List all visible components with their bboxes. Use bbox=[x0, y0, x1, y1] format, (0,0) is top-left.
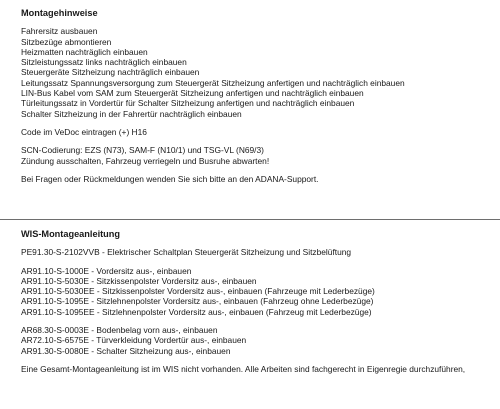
seat-procedure-list bbox=[21, 266, 494, 317]
step-item: Sitzleistungssatz links nachträglich einbauen bbox=[21, 57, 187, 68]
procedure-ref: AR91.10-S-5030E - Sitzkissenpolster Vordersitz aus-, einbauen bbox=[21, 275, 257, 286]
step-item: LIN-Bus Kabel vom SAM zum Steuergerät Sitzheizung anfertigen und nachträglich einbauen bbox=[21, 88, 364, 99]
wis-title: WIS-Montageanleitung bbox=[21, 229, 121, 239]
section-divider bbox=[0, 219, 500, 220]
montagehinweise-title: Montagehinweise bbox=[21, 8, 98, 18]
closing-note: Eine Gesamt-Montageanleitung ist im WIS nicht vorhanden. Alle Arbeiten sind fachgerecht in Eigenregie durchzuführen, bbox=[21, 363, 466, 374]
procedure-ref: AR68.30-S-0003E - Bodenbelag vorn aus-, einbauen bbox=[21, 325, 218, 336]
ignition-note: Zündung ausschalten, Fahrzeug verriegeln und Busruhe abwarten! bbox=[21, 155, 270, 166]
other-procedure-list bbox=[21, 325, 494, 356]
procedure-ref: AR91.10-S-1000E - Vordersitz aus-, einbauen bbox=[21, 265, 192, 276]
scn-coding-line: SCN-Codierung: EZS (N73), SAM-F (N10/1) und TSG-VL (N69/3) bbox=[21, 145, 264, 156]
procedure-ref: AR91.10-S-5030EE - Sitzkissenpolster Vordersitz aus-, einbauen (Fahrzeuge mit Lederbezüge) bbox=[21, 286, 375, 297]
step-item: Steuergeräte Sitzheizung nachträglich einbauen bbox=[21, 67, 200, 78]
wiring-diagram-ref: PE91.30-S-2102VVB - Elektrischer Schaltplan Steuergerät Sitzheizung und Sitzbelüftung bbox=[21, 247, 352, 258]
procedure-ref: AR91.10-S-1095EE - Sitzlehnenpolster Vordersitz aus-, einbauen (Fahrzeug mit Lederbezüge) bbox=[21, 306, 372, 317]
step-item: Türleitungssatz in Vordertür für Schalter Sitzheizung anfertigen und nachträglich einbauen bbox=[21, 98, 355, 109]
step-item: Schalter Sitzheizung in der Fahrertür nachträglich einbauen bbox=[21, 108, 242, 119]
wis-section bbox=[21, 229, 494, 374]
step-item: Fahrersitz ausbauen bbox=[21, 26, 98, 37]
step-item: Leitungssatz Spannungsversorgung zum Steuergerät Sitzheizung anfertigen und nachträglich einbauen bbox=[21, 77, 405, 88]
procedure-ref: AR72.10-S-6575E - Türverkleidung Vordertür aus-, einbauen bbox=[21, 335, 247, 346]
support-note: Bei Fragen oder Rückmeldungen wenden Sie sich bitte an den ADANA-Support. bbox=[21, 173, 319, 184]
step-item: Sitzbezüge abmontieren bbox=[21, 36, 112, 47]
step-item: Heizmatten nachträglich einbauen bbox=[21, 46, 148, 57]
steps-list bbox=[21, 26, 494, 119]
procedure-ref: AR91.30-S-0080E - Schalter Sitzheizung aus-, einbauen bbox=[21, 345, 231, 356]
procedure-ref: AR91.10-S-1095E - Sitzlehnenpolster Vordersitz aus-, einbauen (Fahrzeug ohne Lederbezüge) bbox=[21, 296, 374, 307]
vedoc-code-line: Code im VeDoc eintragen (+) H16 bbox=[21, 126, 147, 137]
montagehinweise-section bbox=[21, 8, 494, 184]
